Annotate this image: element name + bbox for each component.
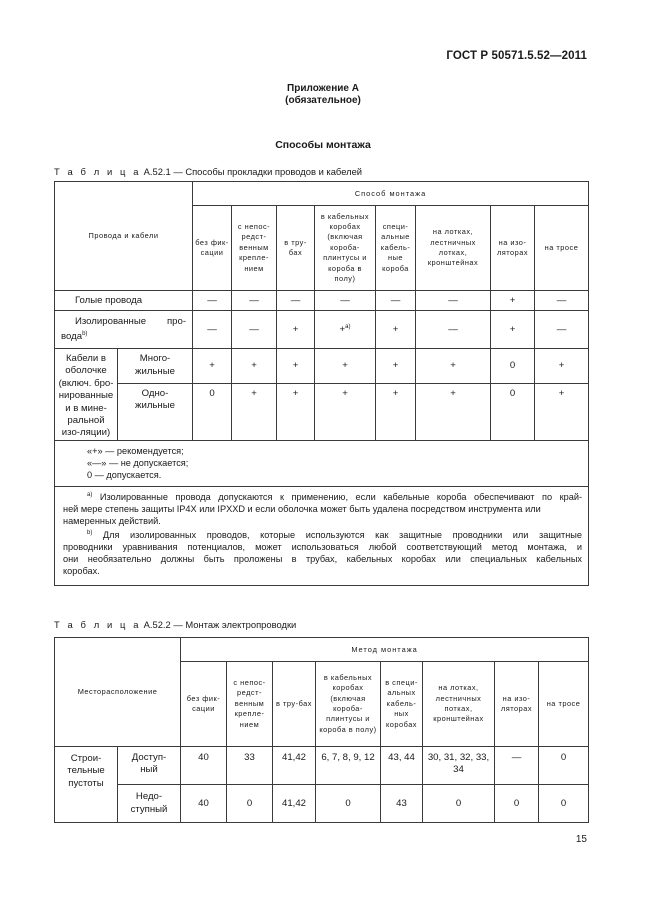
group-header: Способ монтажа <box>193 182 589 206</box>
page-number: 15 <box>575 834 587 845</box>
column-header: на тросе <box>535 206 589 291</box>
cell: 0 <box>495 785 539 823</box>
cell: 0 <box>423 785 495 823</box>
cell: + <box>535 383 589 440</box>
table-row <box>55 383 589 440</box>
cell: 43, 44 <box>381 747 423 785</box>
table1-caption: Т а б л и ц а А.52.1 — Способы прокладки проводов и кабелей <box>54 166 363 177</box>
table-a52-2 <box>54 637 589 823</box>
cell: + <box>416 383 491 440</box>
cell: + <box>193 349 232 384</box>
cell: — <box>376 291 416 311</box>
cell: + <box>232 349 277 384</box>
column-header: на лотках, лестничных лотках, кронштейнах <box>416 206 491 291</box>
section-title: Способы монтажа <box>275 139 371 151</box>
cell: + <box>416 349 491 384</box>
column-header: в тру-бах <box>277 206 315 291</box>
cell: 0 <box>539 785 589 823</box>
cell: 33 <box>227 747 273 785</box>
footnote-a: $^{a)}$ Изолированные провода допускаются к применению, если кабельные короба обеспечивают по край- ней мере степень защиты IP4X или IPXXD и если оболочка может быть удалена посредством инструмента или намеренных действий. <box>63 491 583 526</box>
cell: 0 <box>193 383 232 440</box>
cell: — <box>535 311 589 349</box>
cell: — <box>315 291 376 311</box>
cell: — <box>416 291 491 311</box>
cell: 40 <box>181 747 227 785</box>
footnotes-row <box>55 486 589 585</box>
cell: + <box>315 383 376 440</box>
annex-title: Приложение А <box>287 83 359 94</box>
column-header: с непос-редст-венным крепле-нием <box>232 206 277 291</box>
row-sublabel: Одно-жильные <box>118 383 193 440</box>
table-row <box>55 785 589 823</box>
table-row <box>55 311 589 349</box>
cell: + <box>315 349 376 384</box>
cell: + <box>232 383 277 440</box>
column-header: без фик-сации <box>193 206 232 291</box>
table2-caption: Т а б л и ц а А.52.2 — Монтаж электропроводки <box>54 619 297 630</box>
cell: + <box>376 311 416 349</box>
cell: 0 <box>491 349 535 384</box>
cell: 0 <box>227 785 273 823</box>
legend-item: «—» — не допускается; <box>87 458 189 469</box>
cell: + <box>277 383 315 440</box>
cell: + <box>491 291 535 311</box>
column-header: на тросе <box>539 662 589 747</box>
table-row <box>55 349 589 384</box>
footnote-b: $^{b)}$ Для изолированных проводов, которые используются как защитные проводники или защитные проводники уравнивания потенциалов, может использоваться любой соответствующий метод монтажа, и они необязательно должны быть проложены в трубах, кабельных коробах или специальных кабельных коробах. <box>63 529 583 576</box>
cell: + <box>535 349 589 384</box>
annex-type: (обязательное) <box>285 95 361 106</box>
row-sublabel: Доступ-ный <box>118 747 181 785</box>
cell: — <box>535 291 589 311</box>
row-sublabel: Недо-ступный <box>118 785 181 823</box>
cell: 0 <box>491 383 535 440</box>
row-sublabel: Много-жильные <box>118 349 193 384</box>
table-row <box>55 291 589 311</box>
column-header: в тру-бах <box>273 662 316 747</box>
cell: 43 <box>381 785 423 823</box>
cell: + <box>277 349 315 384</box>
column-header: без фик-сации <box>181 662 227 747</box>
row-group-label: Кабели в оболочке (включ. бро-нированные и в мине-ральной изо-ляции) <box>55 349 118 441</box>
annex-heading <box>0 83 646 107</box>
cell: — <box>277 291 315 311</box>
cell: 0 <box>316 785 381 823</box>
cell: 41,42 <box>273 785 316 823</box>
column-header: на изо-ляторах <box>491 206 535 291</box>
cell: 40 <box>181 785 227 823</box>
cell: 30, 31, 32, 33, 34 <box>423 747 495 785</box>
row-label: Изолированные про- вода$^{b)}$ <box>55 311 193 349</box>
column-header: на лотках, лестничных потках, кронштейнах <box>423 662 495 747</box>
cell: + <box>277 311 315 349</box>
cell: — <box>193 291 232 311</box>
legend-row <box>55 440 589 486</box>
cell: 0 <box>539 747 589 785</box>
column-header: с непос-редст-венным крепле-нием <box>227 662 273 747</box>
column-header: на изо-ляторах <box>495 662 539 747</box>
cell: — <box>416 311 491 349</box>
cell: 41,42 <box>273 747 316 785</box>
table-a52-1 <box>54 181 589 586</box>
row-group-label: Строи-тельные пустоты <box>55 747 118 823</box>
cell: + <box>491 311 535 349</box>
cell: — <box>232 291 277 311</box>
cell: — <box>232 311 277 349</box>
legend-item: 0 — допускается. <box>87 470 162 481</box>
cell: — <box>495 747 539 785</box>
row-header: Месторасположение <box>55 638 181 747</box>
legend-item: «+» — рекомендуется; <box>87 446 184 457</box>
column-header: в специ-альных кабель-ных коробах <box>381 662 423 747</box>
cell: — <box>193 311 232 349</box>
group-header: Метод монтажа <box>181 638 589 662</box>
column-header: специ-альные кабель-ные короба <box>376 206 416 291</box>
legend <box>55 440 589 486</box>
cell: +$^{a)}$ <box>315 311 376 349</box>
table-row <box>55 747 589 785</box>
footnotes <box>55 486 589 585</box>
standard-designation: ГОСТ Р 50571.5.52—2011 <box>446 50 587 62</box>
row-label: Голые провода <box>55 291 193 311</box>
cell: + <box>376 349 416 384</box>
row-header: Провода и кабели <box>55 182 193 291</box>
cell: + <box>376 383 416 440</box>
cell: 6, 7, 8, 9, 12 <box>316 747 381 785</box>
column-header: в кабельных коробах (включая короба-плинтусы и короба в полу) <box>316 662 381 747</box>
column-header: в кабельных коробах (включая короба-плинтусы и короба в полу) <box>315 206 376 291</box>
